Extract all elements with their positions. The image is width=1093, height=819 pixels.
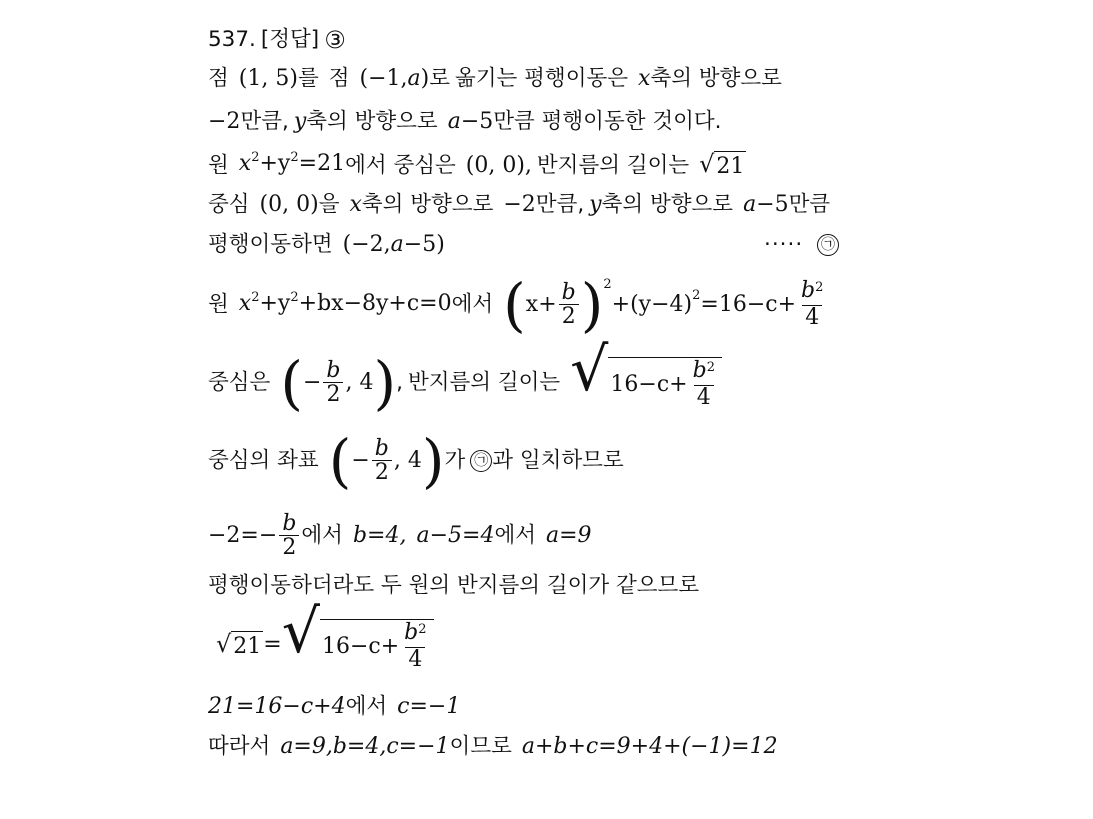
answer-tag: [정답] bbox=[260, 27, 320, 52]
problem-number: 537. bbox=[208, 27, 256, 52]
line-circle-2: 원 $x^2+y^2+bx-8y+c=0$ 에서 ( x+ $\frac{b}{2}$ ) 2 +(y−4) 2 =16−c+ $\frac{b^2}{4}$ bbox=[208, 270, 828, 340]
line-equal-radius: 평행이동하더라도 두 원의 반지름의 길이가 같으므로 bbox=[208, 573, 700, 598]
problem-header bbox=[208, 27, 346, 53]
line-circle-1: 원 $x^2+y^2=21$ 에서 중심은 (0, 0), 반지름의 길이는 √ 21 bbox=[208, 150, 745, 179]
line-conclusion: 따라서 a=9,b=4,c=−1 이므로 a+b+c=9+4+(−1)=12 bbox=[208, 734, 778, 759]
marker-a: ㉠ bbox=[817, 234, 839, 256]
fraction-b-over-2: $\frac{b}{2}$ bbox=[559, 282, 579, 329]
sqrt-21: √ 21 bbox=[699, 150, 745, 179]
line-solve-c: 21=16−c+4 에서 c=−1 bbox=[208, 694, 461, 719]
line-center-match: 중심의 좌표 ( − $\frac{b}{2}$ , 4 ) 가 ㉠ 과 일치하므로 bbox=[208, 427, 624, 495]
line-center-translate: 중심 (0, 0) 을 x 축의 방향으로 −2 만큼, y 축의 방향으로 a −5 만큼 bbox=[208, 192, 831, 217]
answer-mark: ③ bbox=[324, 26, 346, 54]
line-translation: 점 (1, 5) 를 점 (−1, a ) 로 옮기는 평행이동은 x 축의 방향으로 bbox=[208, 66, 782, 91]
line-translation-2: −2 만큼, y 축의 방향으로 a −5 만큼 평행이동한 것이다. bbox=[208, 109, 722, 134]
line-image-point: 평행이동하면 (−2, a −5 ) ····· ㉠ bbox=[208, 232, 848, 258]
line-solve-ab: −2=− $\frac{b}{2}$ 에서 b=4, a−5=4 에서 a=9 bbox=[208, 510, 592, 560]
line-radius-eq: √ 21 = √ 16−c+ $\frac{b^2}{4}$ bbox=[208, 610, 434, 680]
line-center-radius: 중심은 ( − $\frac{b}{2}$ , 4 ) , 반지름의 길이는 √ 16−c+ $\frac{b^2}{4}$ bbox=[208, 348, 722, 418]
fraction-b2-over-4: $\frac{b^2}{4}$ bbox=[801, 278, 824, 330]
sqrt-radius-expr: √ 16−c+ $\frac{b^2}{4}$ bbox=[570, 357, 722, 410]
